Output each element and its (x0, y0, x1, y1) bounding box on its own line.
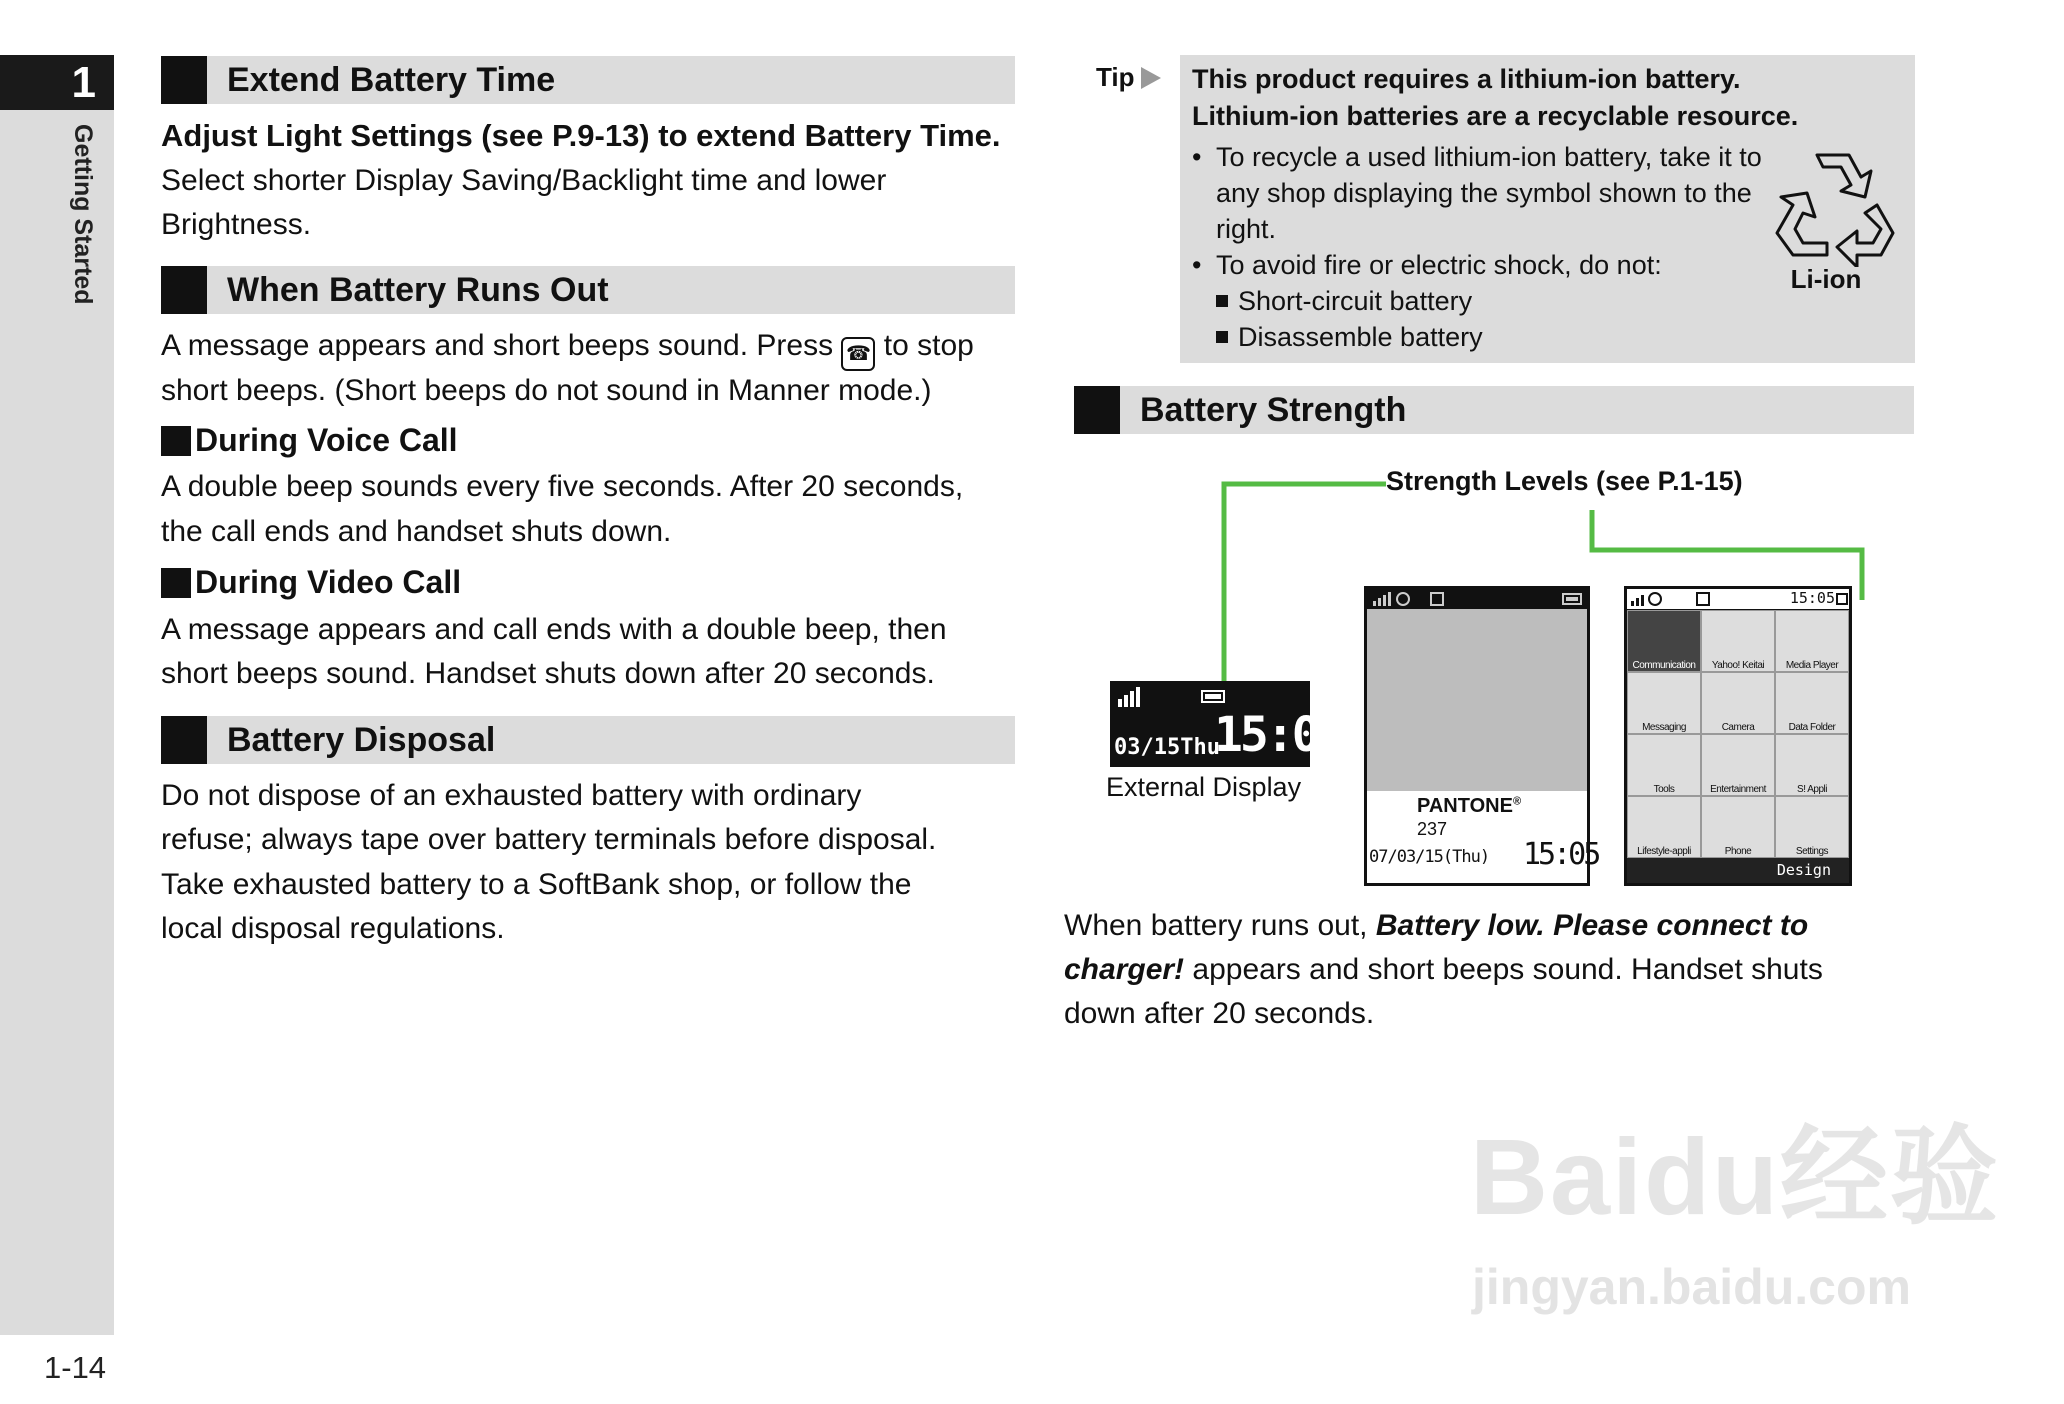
baidu-watermark: Baidu经验 (1470, 1116, 2001, 1237)
strength-levels-callout: Strength Levels (see P.1-15) (1386, 466, 1743, 496)
battery-low-text-1: When battery runs out, (1064, 909, 1368, 942)
battery-low-text (1064, 904, 1904, 1036)
heading-marker (161, 56, 207, 104)
chapter-title: Getting Started (69, 124, 97, 305)
tip-label-text: Tip (1096, 62, 1135, 92)
external-time: 15:05 (1214, 707, 1344, 763)
external-date: 03/15Thu (1114, 735, 1220, 760)
runs-out-text-1b: to stop (883, 329, 974, 362)
menu-item-phone[interactable] (1701, 796, 1775, 858)
menu-item-tools[interactable] (1627, 734, 1701, 796)
menu-item-label: Settings (1795, 846, 1829, 857)
extend-text-1: Select shorter Display Saving/Backlight time and lower (161, 164, 887, 197)
menu-grid (1627, 610, 1849, 858)
extend-text-2: Brightness. (161, 208, 312, 241)
menu-item-messaging[interactable] (1627, 672, 1701, 734)
menu-item-label: Entertainment (1710, 784, 1766, 795)
external-display (1110, 681, 1344, 767)
menu-item-communication[interactable] (1627, 610, 1701, 672)
disposal-line-4: local disposal regulations. (161, 912, 505, 945)
menu-item-label: Phone (1724, 846, 1752, 857)
tip-heading (1192, 61, 1798, 135)
menu-item-camera[interactable] (1701, 672, 1775, 734)
tip-list (1192, 139, 1762, 355)
battery-low-text-2: appears and short beeps sound. Handset shuts (1192, 953, 1823, 986)
runs-out-text-2: short beeps. (Short beeps do not sound in Manner mode.) (161, 374, 932, 407)
menu-item-label: Tools (1653, 784, 1675, 795)
heading-battery-disposal (161, 716, 1015, 764)
video-text-1: A message appears and call ends with a double beep, then (161, 613, 947, 646)
menu-item-label: Camera (1721, 722, 1755, 733)
disposal-line-3: Take exhausted battery to a SoftBank shop, or follow the (161, 868, 912, 901)
heading-marker (1074, 386, 1120, 434)
tip-box (1180, 55, 1915, 363)
heading-when-battery-runs-out (161, 266, 1015, 314)
tip-heading-line-2: Lithium-ion batteries are a recyclable resource. (1192, 101, 1799, 131)
square-bullet-icon (1216, 295, 1228, 307)
wallpaper-brand-mark: ® (1512, 795, 1522, 808)
menu-item-label: Media Player (1785, 660, 1839, 671)
main-time: 15:05 (1523, 837, 1599, 872)
menu-item-label: Communication (1632, 660, 1696, 671)
tip-bullet-2: • To avoid fire or electric shock, do not: (1192, 247, 1762, 283)
heading-marker (161, 266, 207, 314)
signal-icon (1367, 589, 1587, 609)
menu-item-label: Messaging (1642, 722, 1686, 733)
menu-item-data-folder[interactable] (1775, 672, 1849, 734)
menu-item-label: Data Folder (1788, 722, 1836, 733)
menu-item-yahoo-keitai[interactable] (1701, 610, 1775, 672)
disposal-line-1: Do not dispose of an exhausted battery with ordinary (161, 779, 862, 812)
voice-text-2: the call ends and handset shuts down. (161, 515, 672, 548)
wallpaper-area (1367, 609, 1587, 791)
subheading-voice-call (161, 422, 458, 459)
menu-display (1624, 586, 1852, 886)
menu-softkey-design[interactable]: Design (1776, 861, 1831, 879)
wallpaper-brand (1417, 795, 1521, 818)
disposal-line-2: refuse; always tape over battery terminals before disposal. (161, 823, 937, 856)
runs-out-text-1 (161, 324, 974, 371)
recycle-icon (1773, 147, 1897, 267)
subheading-video-call (161, 564, 461, 601)
wallpaper-brand-text: PANTONE (1417, 795, 1513, 817)
runs-out-text-1a: A message appears and short beeps sound. Press (161, 329, 834, 362)
menu-item-s-appli[interactable] (1775, 734, 1849, 796)
external-display-label: External Display (1106, 772, 1302, 802)
wallpaper-code: 237 (1417, 819, 1448, 839)
subheading-marker (161, 568, 191, 598)
li-ion-label: Li-ion (1790, 264, 1862, 294)
square-bullet-icon (1216, 331, 1228, 343)
tip-label (1096, 62, 1161, 93)
heading-text: Battery Strength (1140, 390, 1407, 429)
tip-bullet-1: • To recycle a used lithium-ion battery, take it to any shop displaying the symbol shown to the right. (1192, 139, 1762, 247)
menu-status-bar (1627, 589, 1849, 610)
heading-text: Battery Disposal (227, 720, 496, 759)
chapter-number: 1 (0, 55, 114, 110)
menu-item-media-player[interactable] (1775, 610, 1849, 672)
menu-item-entertainment[interactable] (1701, 734, 1775, 796)
heading-battery-strength (1074, 386, 1914, 434)
menu-item-lifestyle-appli[interactable] (1627, 796, 1701, 858)
heading-extend-battery-time (161, 56, 1015, 104)
menu-softkey-bar (1627, 858, 1849, 883)
heading-text: Extend Battery Time (227, 60, 556, 99)
battery-low-text-3: down after 20 seconds. (1064, 997, 1375, 1030)
tip-arrow-icon (1141, 67, 1161, 89)
heading-marker (161, 716, 207, 764)
baidu-watermark-url: jingyan.baidu.com (1472, 1259, 1911, 1315)
tip-heading-line-1: This product requires a lithium-ion battery. (1192, 64, 1741, 94)
battery-low-message-1: Battery low. Please connect to (1375, 909, 1809, 942)
end-key-icon: ☎ (841, 337, 875, 371)
main-display (1364, 586, 1599, 886)
menu-time: 15:05 (1789, 589, 1835, 607)
main-date: 07/03/15(Thu) (1369, 847, 1490, 867)
video-text-2: short beeps sound. Handset shuts down after 20 seconds. (161, 657, 935, 690)
voice-text-1: A double beep sounds every five seconds. After 20 seconds, (161, 470, 964, 503)
main-status-bar (1367, 589, 1587, 609)
tip-sub-item-1 (1192, 283, 1762, 319)
tip-sub-text: Short-circuit battery (1238, 286, 1473, 316)
tip-sub-item-2 (1192, 319, 1762, 355)
subheading-marker (161, 426, 191, 456)
menu-item-label: Lifestyle-appli (1637, 846, 1691, 857)
subheading-text: During Video Call (195, 564, 462, 600)
subheading-text: During Voice Call (195, 422, 458, 458)
tip-sub-text: Disassemble battery (1238, 322, 1483, 352)
menu-item-settings[interactable] (1775, 796, 1849, 858)
extend-bold-line: Adjust Light Settings (see P.9-13) to extend Battery Time. (161, 118, 1001, 153)
heading-text: When Battery Runs Out (227, 270, 609, 309)
battery-low-message-2: charger! (1064, 953, 1185, 986)
menu-item-label: S! Appli (1797, 784, 1827, 795)
page-number: 1-14 (44, 1350, 107, 1385)
menu-item-label: Yahoo! Keitai (1711, 660, 1765, 671)
